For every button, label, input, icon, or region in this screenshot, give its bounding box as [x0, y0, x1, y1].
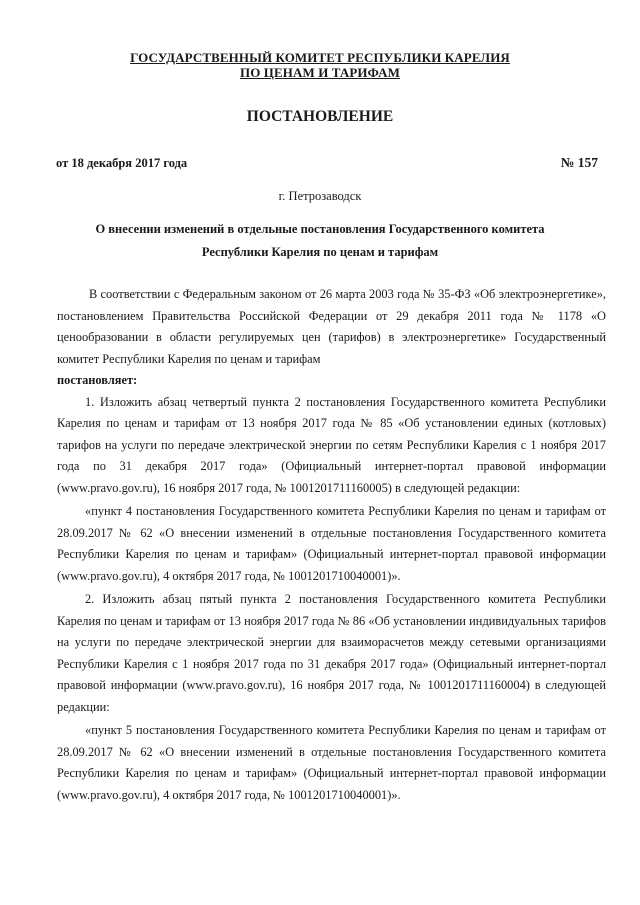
document-date: от 18 декабря 2017 года	[56, 156, 188, 170]
document-type-title: ПОСТАНОВЛЕНИЕ	[246, 108, 394, 125]
item-2-paragraph: 2. Изложить абзац пятый пункта 2 постановления Государственного комитета Республики Карелия по ценам и тарифам от 13 ноября 2017 года № 86 «Об установлении индивидуальных тарифов на услуги по передаче электрической энергии для взаиморасчетов между сетевыми организациями Республики Карелия с 1 ноября 2017 года по 31 декабря 2017 года» (Официальный интернет-портал правовой информации (www.pravo.gov.ru), 16 ноября 2017 года, № 1001201711160004) в следующей редакции:	[57, 592, 606, 714]
quote-1-paragraph: «пункт 4 постановления Государственного комитета Республики Карелия по ценам и тарифам от 28.09.2017 № 62 «О внесении изменений в отдельные постановления Государственного комитета Республики Карелия по ценам и тарифам» (Официальный интернет-портал правовой информации (www.pravo.gov.ru), 4 октября 2017 года, № 1001201710040001)».	[57, 504, 606, 583]
document-number: № 157	[560, 155, 598, 170]
document-city: г. Петрозаводск	[278, 189, 362, 203]
subject-line1: О внесении изменений в отдельные постановления Государственного комитета	[95, 222, 545, 236]
document-body	[57, 284, 606, 806]
decree-word: постановляет:	[57, 373, 138, 387]
organization-name-line1: ГОСУДАРСТВЕННЫЙ КОМИТЕТ РЕСПУБЛИКИ КАРЕЛИЯ	[130, 50, 510, 65]
preamble-text: В соответствии с Федеральным законом от 26 марта 2003 года № 35-ФЗ «Об электроэнергетике», постановлением Правительства Российской Федерации от 29 декабря 2011 года № 1178 «О ценообразовании в области регулируемых цен (тарифов) в электроэнергетике» Государственный комитет Республики Карелия по ценам и тарифам	[57, 287, 606, 366]
item-1-paragraph: 1. Изложить абзац четвертый пункта 2 постановления Государственного комитета Республики Карелия по ценам и тарифам от 13 ноября 2017 года № 85 «Об установлении единых (котловых) тарифов на услуги по передаче электрической энергии по сетям Республики Карелия с 1 ноября 2017 года по 31 декабря 2017 года» (Официальный интернет-портал правовой информации (www.pravo.gov.ru), 16 ноября 2017 года, № 1001201711160005) в следующей редакции:	[57, 394, 606, 495]
quote-2-paragraph: «пункт 5 постановления Государственного комитета Республики Карелия по ценам и тарифам от 28.09.2017 № 62 «О внесении изменений в отдельные постановления Государственного комитета Республики Карелия по ценам и тарифам» (Официальный интернет-портал правовой информации (www.pravo.gov.ru), 4 октября 2017 года, № 1001201710040001)».	[57, 723, 606, 802]
subject-line2: Республики Карелия по ценам и тарифам	[201, 245, 439, 259]
preamble-paragraph	[57, 284, 606, 370]
organization-name-line2: ПО ЦЕНАМ И ТАРИФАМ	[240, 65, 400, 80]
